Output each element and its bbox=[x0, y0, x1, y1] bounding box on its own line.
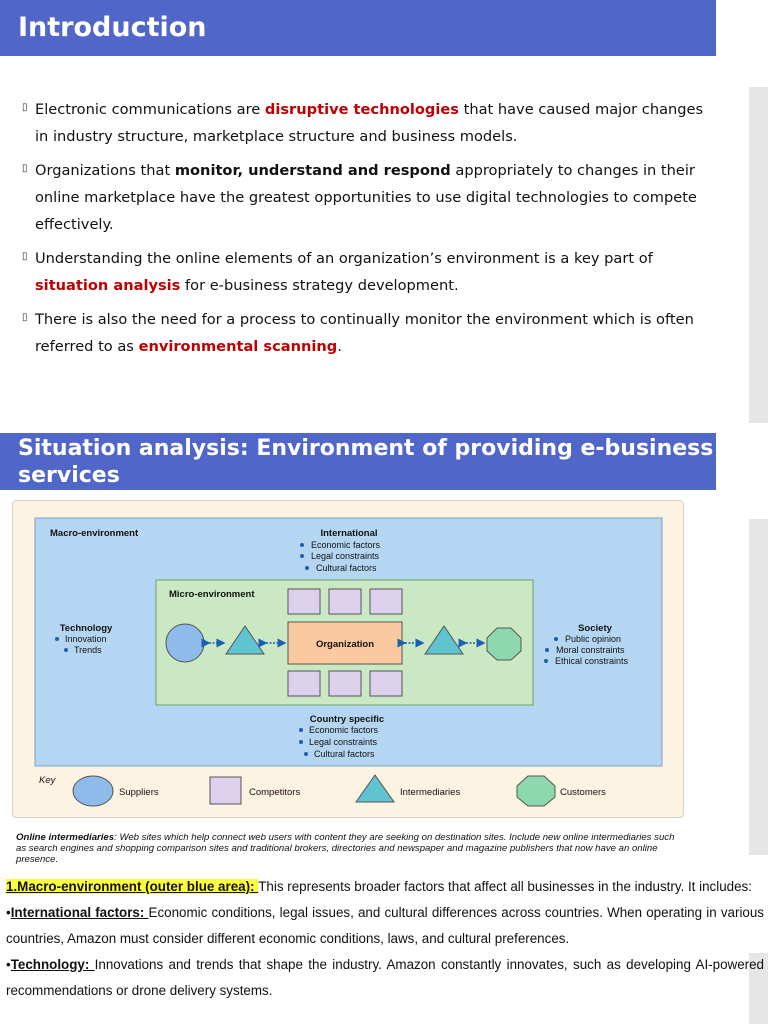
slide-scrollbar[interactable] bbox=[749, 87, 768, 423]
key-intermediaries-label: Intermediaries bbox=[400, 787, 461, 798]
highlight-term: disruptive technologies bbox=[264, 101, 459, 118]
key-supplier-shape bbox=[73, 776, 113, 806]
country-item: Legal constraints bbox=[309, 737, 378, 747]
competitor-box bbox=[370, 589, 402, 614]
explanation-text bbox=[6, 874, 764, 1004]
international-item: Economic factors bbox=[311, 540, 381, 550]
society-item: Public opinion bbox=[565, 634, 622, 644]
key-intermediary-shape bbox=[356, 775, 394, 802]
highlight-term: situation analysis bbox=[35, 277, 181, 294]
organization-label: Organization bbox=[315, 639, 375, 650]
key-customer-shape bbox=[517, 776, 555, 806]
subheading: Technology: bbox=[10, 957, 95, 972]
paragraph: •Technology: Innovations and trends that shape the industry. Amazon constantly innovates, such as developing AI-powered recommendations or drone delivery systems. bbox=[6, 957, 765, 998]
highlighted-heading: 1.Macro-environment (outer blue area): bbox=[6, 879, 259, 894]
international-item: Cultural factors bbox=[316, 563, 377, 573]
section-title-introduction: Introduction bbox=[0, 0, 716, 56]
paragraph: •International factors: Economic conditions, legal issues, and cultural differences across countries. When operating in various countries, Amazon must consider different economic conditions, laws, and cultural preferences. bbox=[6, 905, 765, 946]
micro-environment-label: Micro-environment bbox=[169, 589, 255, 600]
bullet-icon: ▯ bbox=[22, 163, 28, 174]
key-title: Key bbox=[39, 775, 56, 786]
competitor-box bbox=[329, 589, 361, 614]
list-item: ▯ There is also the need for a process to continually monitor the environment which is often referred to as environmental scanning. bbox=[22, 306, 712, 360]
competitor-box bbox=[329, 671, 361, 696]
competitor-box bbox=[370, 671, 402, 696]
customer-shape bbox=[487, 628, 521, 660]
list-item: ▯ Organizations that monitor, understand and respond appropriately to changes in their online marketplace have the greatest opportunities to use digital technologies to compete effectively. bbox=[22, 157, 712, 238]
technology-title: Technology bbox=[59, 623, 113, 634]
list-item: ▯ Understanding the online elements of an organization’s environment is a key part of situation analysis for e-business strategy development. bbox=[22, 245, 712, 299]
country-specific-title: Country specific bbox=[309, 714, 385, 725]
bullet-icon: ▯ bbox=[22, 312, 28, 323]
list-item: ▯ Electronic communications are disruptive technologies that have caused major changes in industry structure, marketplace structure and business models. bbox=[22, 96, 712, 150]
macro-environment-label: Macro-environment bbox=[50, 528, 139, 539]
bullet-icon: ▯ bbox=[22, 251, 28, 262]
country-item: Economic factors bbox=[309, 725, 379, 735]
key-competitors-label: Competitors bbox=[249, 787, 301, 798]
society-item: Moral constraints bbox=[556, 645, 625, 655]
paragraph: 1.Macro-environment (outer blue area): This represents broader factors that affect all businesses in the industry. It includes: bbox=[6, 879, 752, 894]
intro-bullet-list bbox=[22, 96, 712, 367]
international-title: International bbox=[320, 528, 378, 539]
competitor-box bbox=[288, 589, 320, 614]
slide-scrollbar[interactable] bbox=[749, 519, 768, 855]
technology-item: Trends bbox=[74, 645, 102, 655]
key-customers-label: Customers bbox=[560, 787, 606, 798]
key-suppliers-label: Suppliers bbox=[119, 787, 159, 798]
environment-diagram-svg bbox=[13, 501, 683, 817]
figure-caption: Online intermediaries: Web sites which help connect web users with content they are seeking on destination sites. Include new online intermediaries such as search engines and shopping comparison sites and traditional brokers, directories and newspaper and magazine publishers that now have an online presence. bbox=[16, 832, 675, 865]
environment-diagram bbox=[12, 500, 684, 818]
society-item: Ethical constraints bbox=[555, 656, 629, 666]
bullet-icon: ▯ bbox=[22, 102, 28, 113]
section-title-situation-analysis: Situation analysis: Environment of providing e-business services bbox=[0, 433, 716, 490]
subheading: International factors: bbox=[10, 905, 149, 920]
key-competitor-shape bbox=[210, 777, 241, 804]
highlight-term: environmental scanning bbox=[138, 338, 338, 355]
society-title: Society bbox=[578, 623, 612, 634]
highlight-term: monitor, understand and respond bbox=[174, 162, 451, 179]
caption-term: Online intermediaries bbox=[16, 832, 115, 843]
technology-item: Innovation bbox=[65, 634, 107, 644]
supplier-shape bbox=[166, 624, 204, 662]
international-item: Legal constraints bbox=[311, 551, 380, 561]
country-item: Cultural factors bbox=[314, 749, 375, 759]
competitor-box bbox=[288, 671, 320, 696]
